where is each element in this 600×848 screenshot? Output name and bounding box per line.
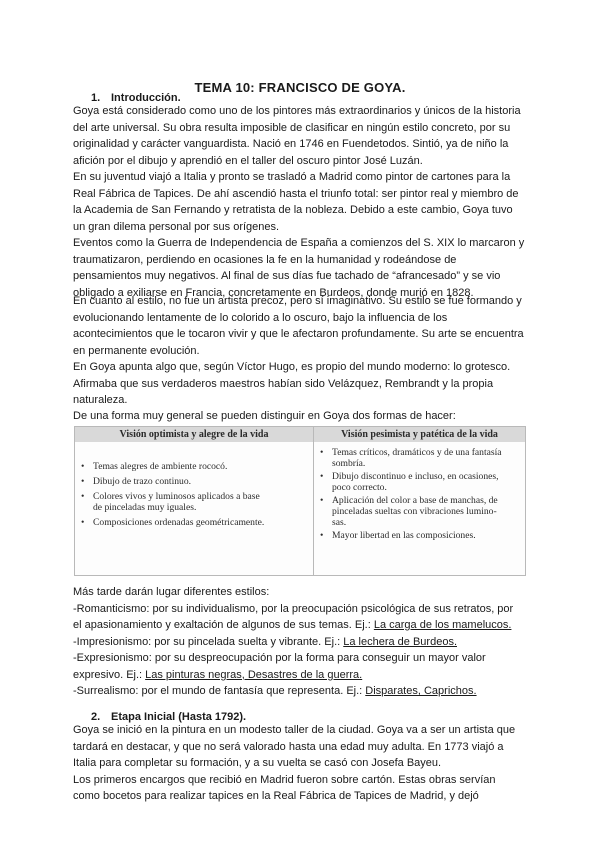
text-line (73, 667, 533, 684)
table-header-left: Visión optimista y alegre de la vida (75, 427, 313, 442)
paragraph-introduccion (73, 103, 533, 301)
text-line (73, 634, 533, 651)
text-line: originalidad y carácter vanguardista. Nació en 1746 en Fuendetodos. Sintió, ya de niño la (73, 138, 509, 150)
artwork-reference: La carga de los mamelucos. (373, 619, 512, 631)
list-pesimista (314, 442, 525, 541)
text-line: Goya está considerado como uno de los pintores más extraordinarios y únicos de la historia (73, 105, 521, 117)
item-line: • Dibujo discontinuo e incluso, en ocasiones, (332, 471, 499, 482)
text-fragment: -Surrealismo: por el mundo de fantasía que representa. Ej.: (73, 685, 366, 697)
text-line (73, 617, 533, 634)
artwork-reference: La lechera de Burdeos. (343, 635, 457, 648)
text-line: naturaleza. (73, 394, 128, 406)
text-line: como bocetos para realizar tapices en la Real Fábrica de Tapices de Madrid, y dejó (73, 790, 479, 802)
table-column-left (75, 442, 313, 575)
list-item (93, 491, 313, 513)
paragraph-estilos (73, 584, 533, 700)
text-line: del arte universal. Su obra resulta imposible de clasificar en ningún estilo concreto, por su (73, 121, 511, 134)
text-line: Real Fábrica de Tapices. De ahí ascendió hasta el triunfo total: ser pintor real y miembro de (73, 187, 519, 200)
list-item (332, 495, 525, 528)
item-line: poco correcto. (332, 482, 387, 493)
text-line: De una forma muy general se pueden distinguir en Goya dos formas de hacer: (73, 410, 456, 422)
item-line: • Colores vivos y luminosos aplicados a base (93, 491, 260, 502)
text-line: En su juventud viajó a Italia y pronto se trasladó a Madrid como pintor de cartones para la (73, 171, 511, 183)
text-line: Goya se inició en la pintura en un modesto taller de la ciudad. Goya va a ser un artista que (73, 724, 516, 736)
text-line: -Romanticismo: por su individualismo, por la preocupación psicológica de sus retratos, por (73, 602, 514, 615)
section-title: Introducción. (111, 92, 181, 104)
list-item (332, 447, 525, 469)
text-line: afición por el dibujo y aprendió en el taller del oscuro pintor José Luzán. (73, 154, 423, 167)
item-line: sas. (332, 517, 347, 528)
text-line: la Academia de San Fernando y retratista de la nobleza. Debido a este cambio, Goya tuvo (73, 204, 513, 216)
item-line: • Dibujo de trazo continuo. (93, 476, 192, 487)
item-line: sombría. (332, 458, 366, 469)
text-line: Los primeros encargos que recibió en Madrid fueron sobre cartón. Estas obras servían (73, 773, 496, 786)
text-line: Eventos como la Guerra de Independencia de España a comienzos del S. XIX lo marcaron y (73, 237, 525, 249)
list-optimista (75, 442, 313, 528)
text-line: acontecimientos que le tocaron vivir y que le afectaron profundamente. Su arte se encuentra (73, 328, 524, 340)
paragraph-estilo (73, 293, 533, 409)
text-line: evolucionando lentamente de lo colorido a lo oscuro, bajo la influencia de los (73, 311, 448, 324)
text-line: pensamientos muy negativos. Al final de sus días fue tachado de “afrancesado” y se vio (73, 270, 501, 282)
text-line (73, 683, 533, 700)
text-fragment: el apasionamiento y exaltación de algunos de sus temas. Ej.: (73, 619, 374, 631)
text-line: -Expresionismo: por su despreocupación por la forma para conseguir un mayor valor (73, 652, 486, 664)
text-line: un gran dilema personal por sus orígenes. (73, 220, 280, 233)
text-line: obligado a exiliarse en Francia, concretamente en Burdeos, donde murió en 1828. (73, 286, 474, 299)
table-header-right: Visión pesimista y patética de la vida (314, 427, 525, 442)
text-line: traumatizaron, perdiendo en ocasiones la fe en la humanidad y rodeándose de (73, 253, 457, 266)
text-line: en permanente evolución. (73, 344, 200, 357)
list-item (93, 517, 313, 528)
text-line: tardará en destacar, y que no será valorado hasta una edad muy adulta. En 1773 viajó a (73, 740, 504, 753)
list-item (332, 471, 525, 493)
list-item (93, 476, 313, 487)
artwork-reference: Disparates, Caprichos. (365, 685, 477, 697)
text-line: Afirmaba que sus verdaderos maestros habían sido Velázquez, Rembrandt y la propia (73, 377, 494, 390)
section-number: 1. (91, 92, 101, 104)
text-fragment: -Impresionismo: por su pincelada suelta y vibrante. Ej.: (73, 635, 344, 648)
item-line: • Temas alegres de ambiente rococó. (93, 461, 228, 472)
list-item (93, 461, 313, 472)
artwork-reference: Las pinturas negras, Desastres de la guerra. (145, 668, 363, 681)
item-line: de pinceladas muy iguales. (93, 502, 197, 513)
text-line: Italia para completar su formación, y a su vuelta se casó con Josefa Bayeu. (73, 757, 442, 769)
item-line: • Aplicación del color a base de manchas, de (332, 495, 498, 506)
paragraph-formas (73, 408, 533, 425)
text-fragment: expresivo. Ej.: (73, 668, 146, 681)
text-line: En cuanto al estilo, no fue un artista precoz, pero sí imaginativo. Su estilo se fue formando y (73, 295, 522, 307)
list-item (332, 530, 525, 541)
comparison-table (74, 426, 526, 576)
section-title: Etapa Inicial (Hasta 1792). (111, 711, 247, 723)
paragraph-etapa-inicial (73, 722, 533, 805)
section-number: 2. (91, 711, 101, 723)
text-line: Más tarde darán lugar diferentes estilos: (73, 586, 270, 598)
page-title: TEMA 10: FRANCISCO DE GOYA. (194, 80, 406, 95)
table-column-right (314, 442, 525, 575)
item-line: • Temas críticos, dramáticos y de una fantasía (332, 447, 502, 458)
item-line: • Mayor libertad en las composiciones. (332, 530, 476, 541)
item-line: • Composiciones ordenadas geométricamente. (93, 517, 265, 528)
item-line: pinceladas sueltas con vibraciones lumino- (332, 506, 497, 517)
text-line: En Goya apunta algo que, según Víctor Hugo, es propio del mundo moderno: lo grotesco. (73, 361, 511, 373)
